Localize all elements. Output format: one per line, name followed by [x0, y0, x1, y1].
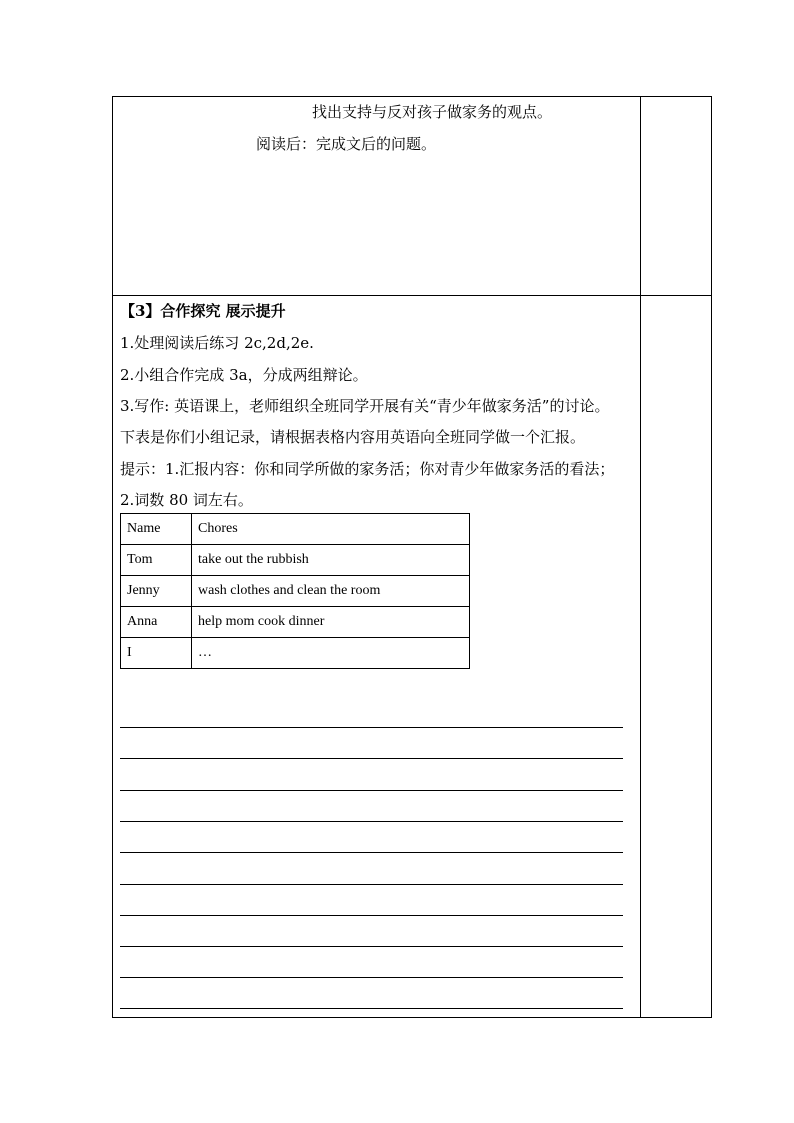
table-row	[121, 638, 470, 669]
row-chore: …	[192, 638, 470, 669]
row-chore: help mom cook dinner	[192, 607, 470, 638]
writing-line	[120, 946, 623, 947]
row-name: Anna	[121, 607, 192, 638]
writing-line	[120, 821, 623, 822]
writing-line	[120, 727, 623, 728]
writing-line	[120, 852, 623, 853]
row-name: I	[121, 638, 192, 669]
writing-line	[120, 884, 623, 885]
row-name: Tom	[121, 545, 192, 576]
writing-line	[120, 977, 623, 978]
writing-line	[120, 758, 623, 759]
header-name: Name	[121, 514, 192, 545]
writing-line	[120, 915, 623, 916]
after-reading-instruction: 阅读后：完成文后的问题。	[256, 135, 437, 153]
task-item-1: 1.处理阅读后练习 2c,2d,2e.	[120, 334, 314, 352]
table-header-row	[121, 514, 470, 545]
hint-line-2: 2.词数 80 词左右。	[120, 491, 253, 509]
row-chore: take out the rubbish	[192, 545, 470, 576]
writing-line	[120, 790, 623, 791]
hint-line-1: 提示：1.汇报内容：你和同学所做的家务活；你对青少年做家务活的看法；	[120, 460, 615, 478]
support-oppose-instruction: 找出支持与反对孩子做家务的观点。	[312, 103, 553, 121]
table-row	[121, 545, 470, 576]
row-divider	[113, 295, 711, 296]
chores-table	[120, 513, 470, 669]
task-item-3-continued: 下表是你们小组记录，请根据表格内容用英语向全班同学做一个汇报。	[120, 428, 586, 446]
row-name: Jenny	[121, 576, 192, 607]
table-row	[121, 576, 470, 607]
column-divider	[640, 97, 641, 1017]
section-heading: 【3】合作探究 展示提升	[120, 302, 286, 320]
header-chores: Chores	[192, 514, 470, 545]
row-chore: wash clothes and clean the room	[192, 576, 470, 607]
task-item-2: 2.小组合作完成 3a，分成两组辩论。	[120, 366, 368, 384]
task-item-3: 3.写作: 英语课上，老师组织全班同学开展有关“青少年做家务活”的讨论。	[120, 397, 610, 415]
table-row	[121, 607, 470, 638]
writing-line	[120, 1008, 623, 1009]
